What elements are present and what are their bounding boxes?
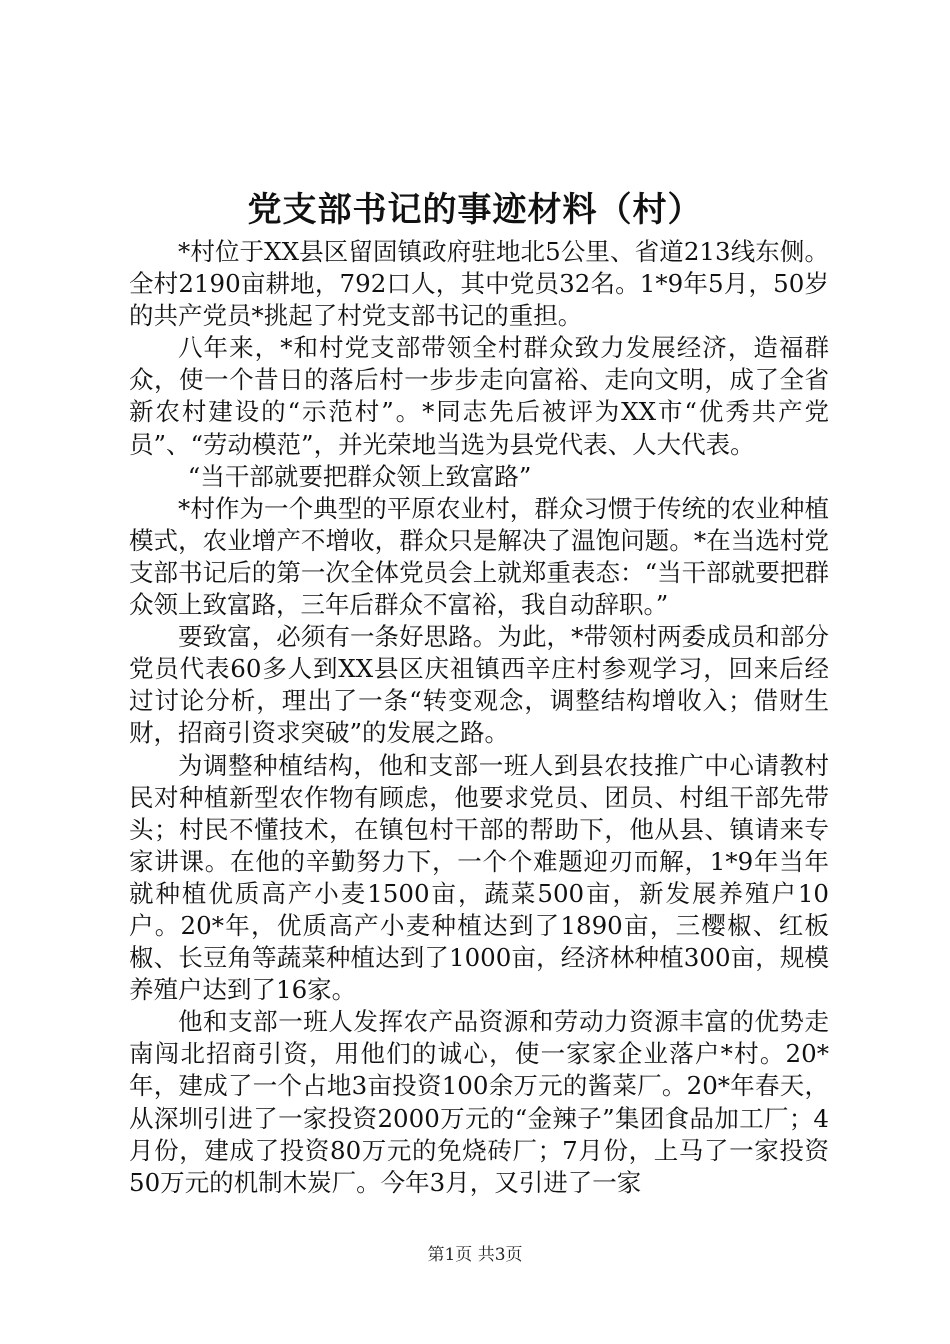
paragraph: 为调整种植结构，他和支部一班人到县农技推广中心请教村民对种植新型农作物有顾虑，他要求党员、团员、村组干部先带头；村民不懂技术，在镇包村干部的帮助下，他从县、镇请来专家讲课。在他的辛勤努力下，一个个难题迎刃而解，1*9年当年就种植优质高产小麦1500亩，蔬菜500亩，新发展养殖户10户。20*年，优质高产小麦种植达到了1890亩，三樱椒、红板椒、长豆角等蔬菜种植达到了1000亩，经济林种植300亩，规模养殖户达到了16家。: [129, 750, 829, 1005]
document-body: [129, 236, 829, 1199]
paragraph: 要致富，必须有一条好思路。为此，*带领村两委成员和部分党员代表60多人到XX县区庆祖镇西辛庄村参观学习，回来后经过讨论分析，理出了一条“转变观念，调整结构增收入；借财生财，招商引资求突破”的发展之路。: [129, 622, 829, 748]
document-title: 党支部书记的事迹材料（村）: [247, 190, 703, 230]
paragraph: *村位于XX县区留固镇政府驻地北5公里、省道213线东侧。全村2190亩耕地，792口人，其中党员32名。1*9年5月，50岁的共产党员*挑起了村党支部书记的重担。: [129, 237, 829, 331]
section-heading: “当干部就要把群众领上致富路”: [187, 461, 532, 491]
paragraph: *村作为一个典型的平原农业村，群众习惯于传统的农业种植模式，农业增产不增收，群众只是解决了温饱问题。*在当选村党支部书记后的第一次全体党员会上就郑重表态：“当干部就要把群众领上致富路，三年后群众不富裕，我自动辞职。”: [129, 493, 829, 620]
page-footer: 第1页 共3页: [427, 1245, 523, 1265]
paragraph: 他和支部一班人发挥农产品资源和劳动力资源丰富的优势走南闯北招商引资，用他们的诚心，使一家家企业落户*村。20*年，建成了一个占地3亩投资100余万元的酱菜厂。20*年春天，从深圳引进了一家投资2000万元的“金辣子”集团食品加工厂；4月份，建成了投资80万元的免烧砖厂；7月份，上马了一家投资50万元的机制木炭厂。今年3月，又引进了一家: [129, 1007, 829, 1197]
paragraph: 八年来，*和村党支部带领全村群众致力发展经济，造福群众，使一个昔日的落后村一步步走向富裕、走向文明，成了全省新农村建设的“示范村”。*同志先后被评为XX市“优秀共产党员”、“劳动模范”，并光荣地当选为县党代表、人大代表。: [129, 333, 829, 459]
